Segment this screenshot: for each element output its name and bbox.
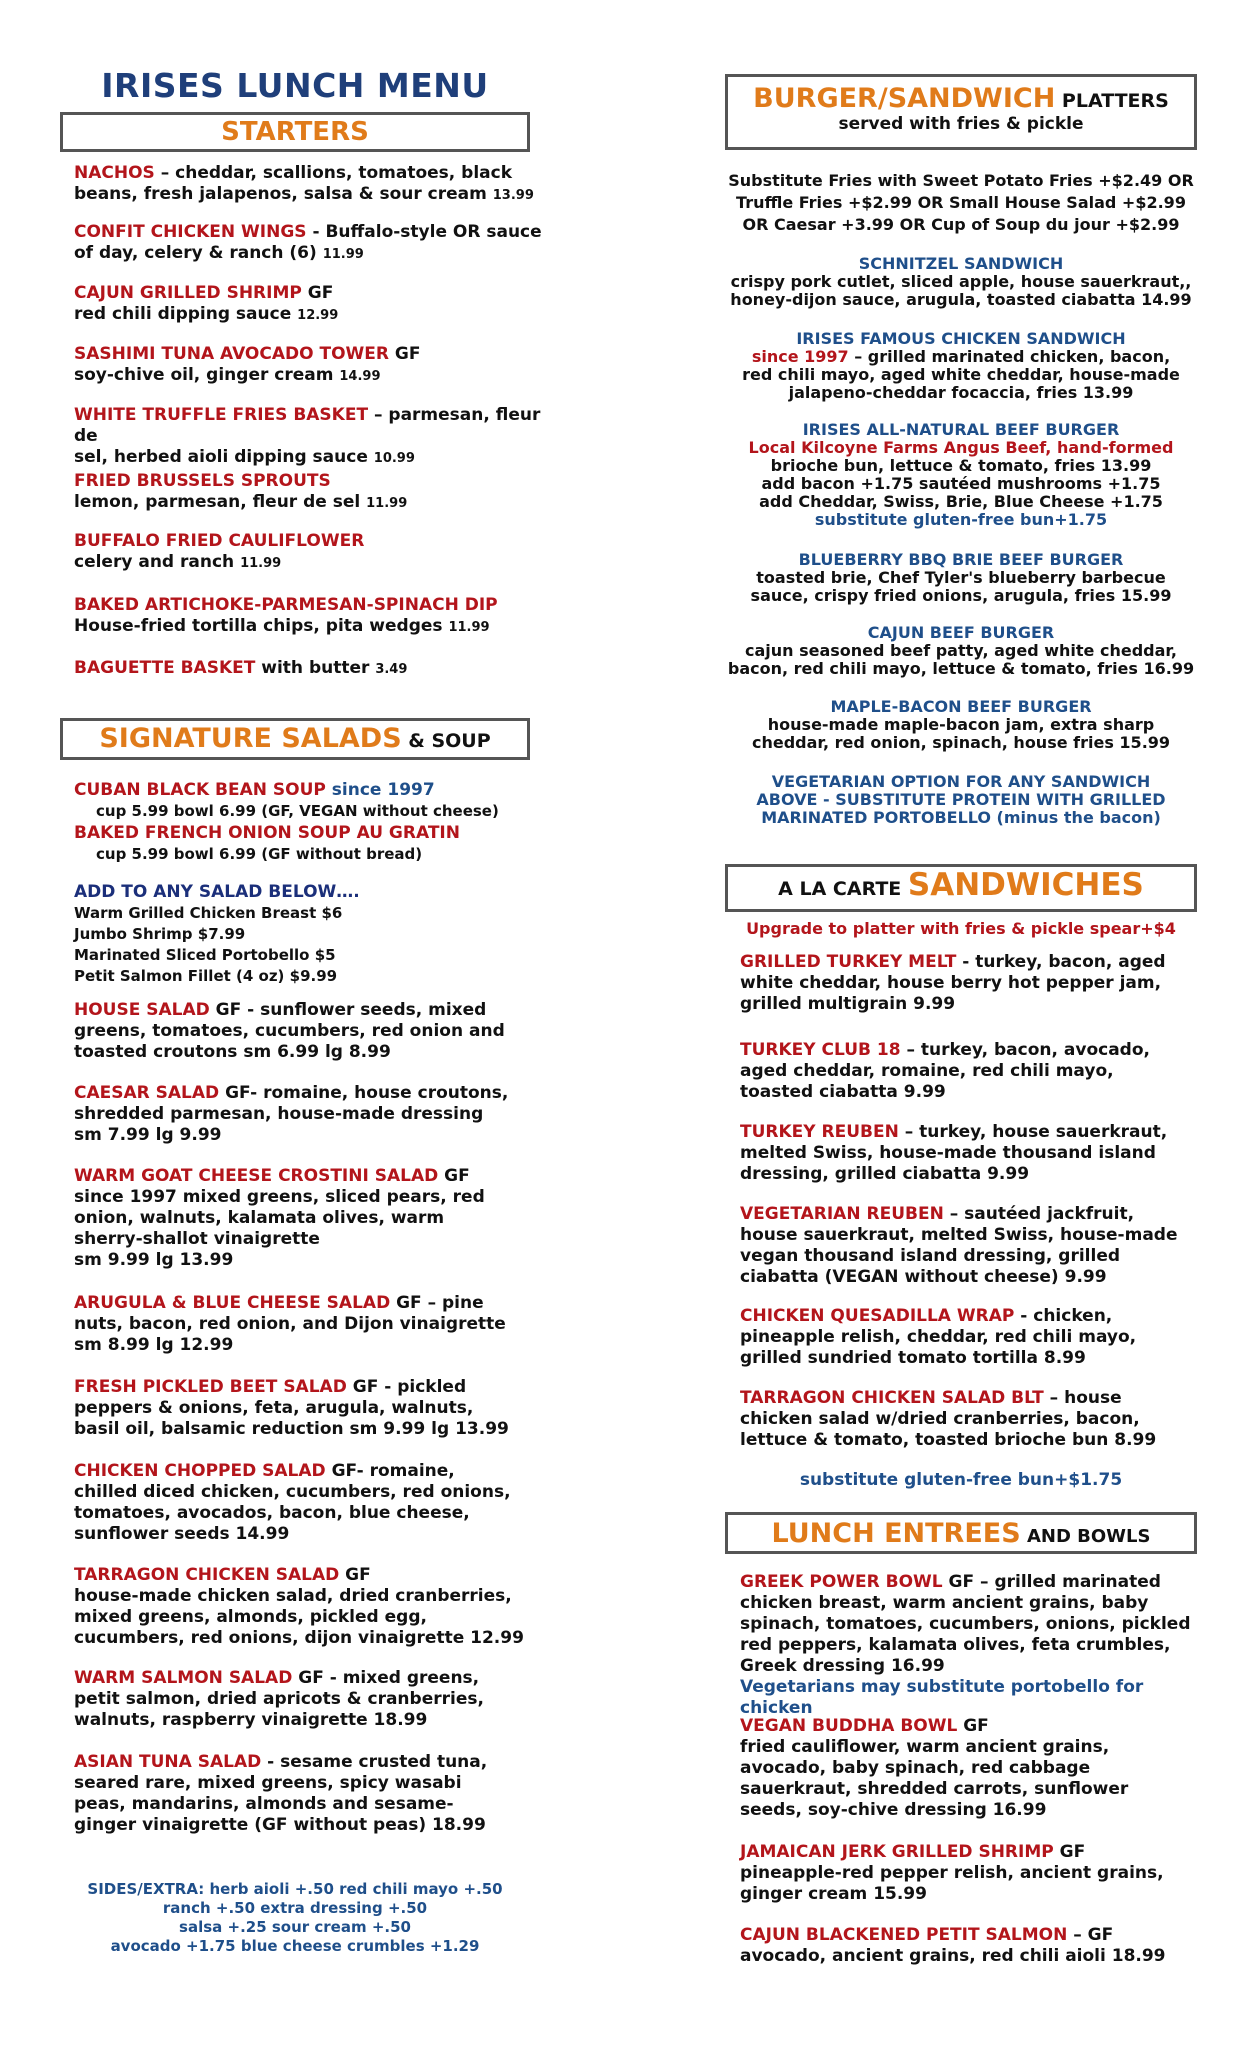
item-desc: avocado, ancient grains, red chili aioli 18.99 — [740, 1946, 1166, 1966]
sides-line: ranch +.50 extra dressing +.50 — [162, 1899, 428, 1917]
item-desc: House-fried tortilla chips, pita wedges — [74, 616, 443, 636]
soup-onion-detail: cup 5.99 bowl 6.99 (GF without bread) — [96, 845, 423, 863]
item-desc: GF- romaine, — [325, 1461, 455, 1481]
item-desc: fried cauliflower, warm ancient grains, — [740, 1737, 1110, 1757]
veg-line: MARINATED PORTOBELLO (minus the bacon) — [761, 808, 1161, 827]
item-name: CAESAR SALAD — [74, 1083, 220, 1103]
soup-cuban-since: since 1997 — [325, 780, 435, 800]
item-desc: cheddar, red onion, spinach, house fries 15.99 — [751, 733, 1171, 752]
item-name: IRISES ALL-NATURAL BEEF BURGER — [802, 420, 1120, 439]
menu-item — [74, 1293, 544, 1356]
item-desc: red peppers, kalamata olives, feta crumbles, — [740, 1635, 1171, 1655]
sides-line: SIDES/EXTRA: herb aioli +.50 red chili mayo +.50 — [87, 1880, 503, 1898]
item-desc: seeds, soy-chive dressing 16.99 — [740, 1800, 1047, 1820]
item-desc: cajun seasoned beef patty, aged white cheddar, — [744, 641, 1178, 660]
item-desc: – turkey, bacon, avocado, — [900, 1040, 1150, 1060]
item-desc: vegan thousand island dressing, grilled — [740, 1246, 1121, 1266]
item-desc: beans, fresh jalapenos, salsa & sour cream — [74, 184, 487, 204]
item-desc: – grilled marinated chicken, bacon, — [848, 347, 1171, 366]
item-desc: - turkey, bacon, aged — [956, 952, 1166, 972]
item-desc: peppers & onions, feta, arugula, walnuts, — [74, 1398, 474, 1418]
add-item: Warm Grilled Chicken Breast $6 — [74, 904, 343, 922]
item-desc: greens, tomatoes, cucumbers, red onion and — [74, 1021, 505, 1041]
item-desc: sherry-shallot vinaigrette — [74, 1229, 320, 1249]
item-desc: seared rare, mixed greens, spicy wasabi — [74, 1773, 462, 1793]
menu-item — [740, 1925, 1200, 1967]
item-desc: basil oil, balsamic reduction sm 9.99 lg 13.99 — [74, 1419, 509, 1439]
item-name: CONFIT CHICKEN WINGS — [74, 222, 307, 242]
add-to-salad-title: ADD TO ANY SALAD BELOW…. — [74, 882, 360, 902]
item-desc: – GF — [1067, 1925, 1114, 1945]
menu-item — [725, 421, 1197, 529]
item-desc: – turkey, house sauerkraut, — [898, 1122, 1168, 1142]
item-desc: dressing, grilled ciabatta 9.99 — [740, 1164, 1030, 1184]
substitution-line: Truffle Fries +$2.99 OR Small House Salad +$2.99 — [736, 193, 1186, 212]
item-desc: ginger vinaigrette (GF without peas) 18.99 — [74, 1815, 486, 1835]
menu-item — [74, 1668, 544, 1731]
item-desc: of day, celery & ranch (6) — [74, 243, 317, 263]
item-desc: add Cheddar, Swiss, Brie, Blue Cheese +1.75 — [759, 492, 1163, 511]
salads-header-main: SIGNATURE SALADS — [99, 723, 402, 754]
veg-line: VEGETARIAN OPTION FOR ANY SANDWICH — [771, 772, 1151, 791]
menu-item — [74, 1000, 544, 1063]
add-item: Marinated Sliced Portobello $5 — [74, 946, 336, 964]
menu-item — [725, 330, 1197, 402]
item-name: GRILLED TURKEY MELT — [740, 952, 957, 972]
starter-item — [74, 163, 544, 206]
menu-item — [74, 1083, 544, 1146]
menu-item — [725, 698, 1197, 752]
item-note: Vegetarians may substitute portobello for chicken — [740, 1677, 1144, 1718]
menu-item — [725, 551, 1197, 605]
sandwiches-header — [725, 864, 1197, 912]
sides-extra — [60, 1880, 530, 1956]
menu-item — [740, 1306, 1200, 1369]
item-desc: GF — [389, 344, 421, 364]
item-price: 3.49 — [375, 662, 408, 677]
item-name: IRISES FAMOUS CHICKEN SANDWICH — [796, 329, 1126, 348]
burger-header-main: BURGER/SANDWICH — [753, 83, 1056, 114]
item-name: VEGETARIAN REUBEN — [740, 1204, 944, 1224]
starter-item — [74, 222, 544, 265]
entrees-header-main: LUNCH ENTREES — [771, 1518, 1021, 1549]
item-desc: tomatoes, avocados, bacon, blue cheese, — [74, 1503, 470, 1523]
item-desc: Greek dressing 16.99 — [740, 1656, 945, 1676]
item-desc: crispy pork cutlet, sliced apple, house sauerkraut,, — [730, 272, 1192, 291]
starter-item — [74, 405, 544, 469]
item-name: FRIED BRUSSELS SPROUTS — [74, 471, 331, 491]
item-desc: chilled diced chicken, cucumbers, red onions, — [74, 1482, 511, 1502]
item-desc: jalapeno-cheddar focaccia, fries 13.99 — [788, 383, 1134, 402]
item-name: BLUEBERRY BBQ BRIE BEEF BURGER — [798, 550, 1124, 569]
item-desc: red chili dipping sauce — [74, 304, 292, 324]
item-desc: shredded parmesan, house-made dressing — [74, 1104, 484, 1124]
burger-header — [725, 74, 1197, 150]
item-name: SCHNITZEL SANDWICH — [858, 254, 1064, 273]
menu-item — [74, 1565, 544, 1649]
salads-header-sub: & SOUP — [401, 730, 491, 752]
item-name: JAMAICAN JERK GRILLED SHRIMP — [740, 1842, 1054, 1862]
starter-item — [74, 344, 544, 387]
menu-item — [740, 1716, 1200, 1821]
item-name: MAPLE-BACON BEEF BURGER — [830, 697, 1092, 716]
item-desc: petit salmon, dried apricots & cranberries, — [74, 1689, 484, 1709]
starter-item — [74, 471, 544, 514]
item-desc: ciabatta (VEGAN without cheese) 9.99 — [740, 1267, 1107, 1287]
item-name: CAJUN BLACKENED PETIT SALMON — [740, 1925, 1068, 1945]
item-name: WHITE TRUFFLE FRIES BASKET — [74, 405, 369, 425]
item-desc: chicken breast, warm ancient grains, baby — [740, 1593, 1149, 1613]
item-note: since 1997 — [751, 347, 849, 366]
add-item: Petit Salmon Fillet (4 oz) $9.99 — [74, 967, 338, 985]
item-desc: sauce, crispy fried onions, arugula, fries 15.99 — [750, 586, 1172, 605]
item-desc: brioche bun, lettuce & tomato, fries 13.99 — [770, 456, 1152, 475]
sandwiches-header-pre: A LA CARTE — [778, 878, 908, 900]
substitution-line: Substitute Fries with Sweet Potato Fries +$2.49 OR — [728, 171, 1194, 190]
menu-title: IRISES LUNCH MENU — [101, 66, 489, 105]
soup-onion-name: BAKED FRENCH ONION SOUP AU GRATIN — [74, 823, 460, 843]
item-name: TURKEY REUBEN — [740, 1122, 899, 1142]
menu-item — [74, 1461, 544, 1545]
item-desc: house sauerkraut, melted Swiss, house-made — [740, 1225, 1178, 1245]
menu-item — [725, 624, 1197, 678]
item-desc: GF — [438, 1166, 470, 1186]
starter-item — [74, 658, 544, 680]
item-desc: GF - mixed greens, — [292, 1668, 480, 1688]
item-desc: – parmesan, fleur de — [74, 405, 541, 446]
item-desc: sauerkraut, shredded carrots, sunflower — [740, 1779, 1129, 1799]
gluten-free-note: substitute gluten-free bun+$1.75 — [799, 1470, 1123, 1490]
item-name: ARUGULA & BLUE CHEESE SALAD — [74, 1293, 391, 1313]
item-desc: GF — [301, 283, 334, 303]
item-name: CAJUN GRILLED SHRIMP — [74, 283, 302, 303]
item-desc: sunflower seeds 14.99 — [74, 1524, 290, 1544]
item-name: GREEK POWER BOWL — [740, 1572, 943, 1592]
menu-item — [740, 1842, 1200, 1905]
menu-item — [740, 1388, 1200, 1451]
item-desc: toasted ciabatta 9.99 — [740, 1082, 946, 1102]
item-name: HOUSE SALAD — [74, 1000, 210, 1020]
item-name: CHICKEN CHOPPED SALAD — [74, 1461, 326, 1481]
item-desc: pineapple relish, cheddar, red chili mayo, — [740, 1327, 1137, 1347]
menu-item — [74, 1377, 544, 1440]
item-price: 11.99 — [322, 247, 364, 262]
item-desc: nuts, bacon, red onion, and Dijon vinaigrette — [74, 1314, 506, 1334]
menu-item — [740, 1122, 1200, 1185]
item-desc: cucumbers, red onions, dijon vinaigrette 12.99 — [74, 1628, 524, 1648]
burger-header-sub: PLATTERS — [1055, 90, 1169, 112]
menu-item — [740, 1204, 1200, 1288]
item-desc: GF – grilled marinated — [942, 1572, 1161, 1592]
item-price: 11.99 — [366, 496, 408, 511]
soup-onion — [74, 823, 544, 865]
sides-line: avocado +1.75 blue cheese crumbles +1.29 — [110, 1937, 480, 1955]
item-desc: soy-chive oil, ginger cream — [74, 365, 334, 385]
item-desc: house-made chicken salad, dried cranberries, — [74, 1586, 512, 1606]
item-name: TARRAGON CHICKEN SALAD BLT — [740, 1388, 1044, 1408]
sides-line: salsa +.25 sour cream +.50 — [179, 1918, 411, 1936]
substitutions — [725, 170, 1197, 236]
item-name: CHICKEN QUESADILLA WRAP — [740, 1306, 1015, 1326]
item-name: NACHOS — [74, 163, 155, 183]
menu-item — [740, 1572, 1200, 1719]
item-desc: avocado, baby spinach, red cabbage — [740, 1758, 1091, 1778]
starters-header-label: STARTERS — [221, 117, 369, 147]
entrees-header — [725, 1512, 1197, 1554]
item-desc: with butter — [255, 658, 370, 678]
soup-cuban-name: CUBAN BLACK BEAN SOUP — [74, 780, 326, 800]
item-desc: – house — [1043, 1388, 1122, 1408]
item-desc: GF - sunflower seeds, mixed — [209, 1000, 487, 1020]
item-desc: grilled sundried tomato tortilla 8.99 — [740, 1348, 1086, 1368]
item-name: WARM SALMON SALAD — [74, 1668, 293, 1688]
item-desc: pineapple-red pepper relish, ancient grains, — [740, 1863, 1164, 1883]
item-desc: sel, herbed aioli dipping sauce — [74, 447, 368, 467]
item-name: BAGUETTE BASKET — [74, 658, 256, 678]
item-desc: GF — [1053, 1842, 1086, 1862]
item-desc: GF – pine — [390, 1293, 484, 1313]
item-desc: chicken salad w/dried cranberries, bacon, — [740, 1409, 1140, 1429]
substitution-line: OR Caesar +3.99 OR Cup of Soup du jour +$2.99 — [742, 215, 1180, 234]
starter-item — [74, 531, 544, 574]
add-to-salad — [74, 882, 544, 987]
item-desc: toasted brie, Chef Tyler's blueberry barbecue — [756, 568, 1166, 587]
item-price: 12.99 — [297, 308, 339, 323]
item-desc: GF — [957, 1716, 989, 1736]
item-note: substitute gluten-free bun+1.75 — [814, 510, 1108, 529]
item-desc: sm 9.99 lg 13.99 — [74, 1250, 234, 1270]
menu-item — [74, 1166, 544, 1271]
item-desc: peas, mandarins, almonds and sesame- — [74, 1794, 454, 1814]
menu-item — [740, 952, 1200, 1015]
item-price: 11.99 — [240, 556, 282, 571]
soup-cuban-detail: cup 5.99 bowl 6.99 (GF, VEGAN without cheese) — [96, 802, 499, 820]
item-desc: - chicken, — [1014, 1306, 1113, 1326]
item-desc: lettuce & tomato, toasted brioche bun 8.99 — [740, 1430, 1157, 1450]
item-desc: aged cheddar, romaine, red chili mayo, — [740, 1061, 1114, 1081]
item-desc: GF - pickled — [346, 1377, 467, 1397]
item-name: CAJUN BEEF BURGER — [867, 623, 1055, 642]
item-desc: sm 7.99 lg 9.99 — [74, 1125, 222, 1145]
item-desc: walnuts, raspberry vinaigrette 18.99 — [74, 1710, 428, 1730]
upgrade-note: Upgrade to platter with fries & pickle spear+$4 — [746, 919, 1176, 938]
item-desc: since 1997 mixed greens, sliced pears, red — [74, 1187, 485, 1207]
item-desc: - Buffalo-style OR sauce — [306, 222, 542, 242]
item-name: FRESH PICKLED BEET SALAD — [74, 1377, 347, 1397]
sandwiches-header-main: SANDWICHES — [907, 867, 1144, 903]
item-desc: honey-dijon sauce, arugula, toasted ciabatta 14.99 — [730, 290, 1192, 309]
item-desc: spinach, tomatoes, cucumbers, onions, pickled — [740, 1614, 1191, 1634]
item-desc: house-made maple-bacon jam, extra sharp — [767, 715, 1155, 734]
item-name: BUFFALO FRIED CAULIFLOWER — [74, 531, 365, 551]
item-desc: mixed greens, almonds, pickled egg, — [74, 1607, 427, 1627]
item-desc: melted Swiss, house-made thousand island — [740, 1143, 1156, 1163]
item-price: 14.99 — [339, 369, 381, 384]
menu-item — [740, 1040, 1200, 1103]
item-desc: bacon, red chili mayo, lettuce & tomato, fries 16.99 — [727, 659, 1195, 678]
item-desc: white cheddar, house berry hot pepper jam, — [740, 973, 1162, 993]
menu-item — [725, 255, 1197, 309]
item-name: TURKEY CLUB 18 — [740, 1040, 901, 1060]
item-desc: – sautéed jackfruit, — [943, 1204, 1135, 1224]
salads-header — [60, 718, 530, 760]
item-name: TARRAGON CHICKEN SALAD — [74, 1565, 340, 1585]
item-price: 10.99 — [373, 451, 415, 466]
burger-header-line2: served with fries & pickle — [838, 114, 1084, 134]
item-name: VEGAN BUDDHA BOWL — [740, 1716, 958, 1736]
item-name: ASIAN TUNA SALAD — [74, 1752, 262, 1772]
item-note: Local Kilcoyne Farms Angus Beef, hand-formed — [748, 438, 1174, 457]
starter-item — [74, 283, 544, 326]
entrees-header-sub: AND BOWLS — [1020, 1526, 1151, 1547]
item-desc: red chili mayo, aged white cheddar, house-made — [742, 365, 1180, 384]
veg-line: ABOVE - SUBSTITUTE PROTEIN WITH GRILLED — [756, 790, 1166, 809]
item-name: WARM GOAT CHEESE CROSTINI SALAD — [74, 1166, 439, 1186]
item-desc: ginger cream 15.99 — [740, 1884, 927, 1904]
item-name: SASHIMI TUNA AVOCADO TOWER — [74, 344, 389, 364]
item-desc: GF- romaine, house croutons, — [219, 1083, 509, 1103]
item-desc: add bacon +1.75 sautéed mushrooms +1.75 — [761, 474, 1161, 493]
item-desc: grilled multigrain 9.99 — [740, 994, 956, 1014]
item-desc: celery and ranch — [74, 552, 235, 572]
menu-item — [74, 1752, 544, 1836]
starter-item — [74, 595, 544, 638]
item-price: 11.99 — [448, 620, 490, 635]
vegetarian-option — [725, 773, 1197, 827]
soup-cuban — [74, 780, 544, 822]
item-desc: toasted croutons sm 6.99 lg 8.99 — [74, 1042, 391, 1062]
starters-header — [60, 112, 530, 152]
item-desc: onion, walnuts, kalamata olives, warm — [74, 1208, 445, 1228]
item-name: BAKED ARTICHOKE-PARMESAN-SPINACH DIP — [74, 595, 498, 615]
item-desc: - sesame crusted tuna, — [261, 1752, 488, 1772]
item-desc: GF — [339, 1565, 371, 1585]
item-desc: lemon, parmesan, fleur de sel — [74, 492, 361, 512]
item-price: 13.99 — [492, 188, 534, 203]
item-desc: – cheddar, scallions, tomatoes, black — [154, 163, 513, 183]
add-item: Jumbo Shrimp $7.99 — [74, 925, 246, 943]
item-desc: sm 8.99 lg 12.99 — [74, 1335, 234, 1355]
